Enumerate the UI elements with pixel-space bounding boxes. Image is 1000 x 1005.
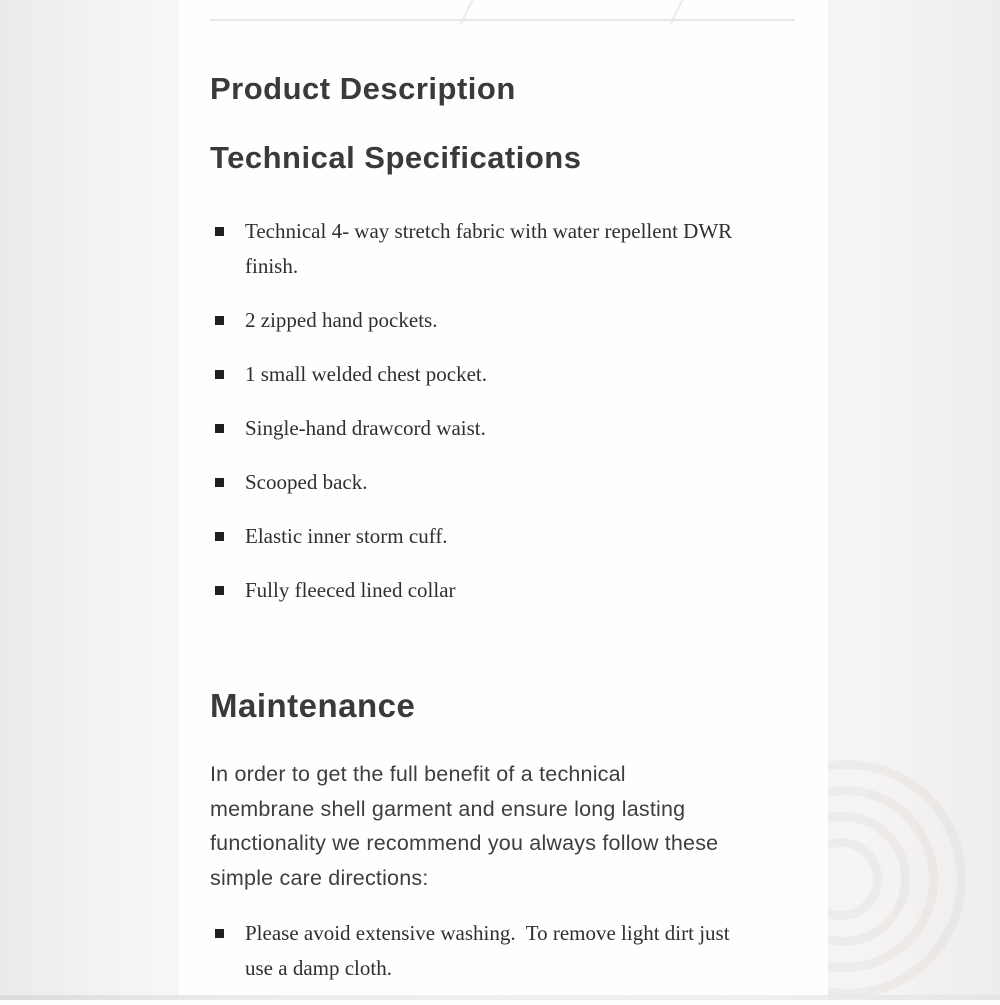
square-bullet-icon — [215, 227, 224, 236]
watermark-ripple-icon — [828, 760, 966, 998]
square-bullet-icon — [215, 586, 224, 595]
left-letterbox-panel — [0, 0, 178, 1000]
list-item-text: Technical 4- way stretch fabric with water repellent DWR — [245, 219, 733, 243]
list-item — [178, 573, 828, 608]
product-photo-edge-line — [460, 0, 475, 25]
technical-specifications-title: Technical Specifications — [210, 140, 582, 175]
square-bullet-icon — [215, 370, 224, 379]
square-bullet-icon — [215, 316, 224, 325]
list-item-text: Fully fleeced lined collar — [245, 578, 456, 602]
maintenance-title: Maintenance — [210, 687, 416, 724]
list-item-text: 2 zipped hand pockets. — [245, 308, 438, 332]
product-description-title: Product Description — [210, 71, 516, 106]
list-item-text: 1 small welded chest pocket. — [245, 362, 488, 386]
list-item — [178, 465, 828, 500]
list-item — [178, 916, 828, 986]
technical-specifications-list — [178, 214, 828, 627]
section-divider — [210, 19, 795, 21]
care-directions-list — [178, 916, 828, 1005]
square-bullet-icon — [215, 929, 224, 938]
bottom-edge-shadow — [0, 995, 1000, 1000]
square-bullet-icon — [215, 478, 224, 487]
list-item — [178, 411, 828, 446]
right-letterbox-panel — [828, 0, 1000, 1000]
list-item-text: Elastic inner storm cuff. — [245, 524, 448, 548]
paragraph-line: In order to get the full benefit of a technical — [210, 762, 626, 786]
paragraph-line: membrane shell garment and ensure long lasting — [210, 796, 686, 821]
list-item-text: finish. — [245, 254, 299, 278]
list-item-text: use a damp cloth. — [245, 956, 392, 980]
list-item-text: Single-hand drawcord waist. — [245, 416, 486, 440]
list-item — [178, 519, 828, 554]
square-bullet-icon — [215, 424, 224, 433]
list-item — [178, 214, 828, 284]
paragraph-line: simple care directions: — [210, 865, 429, 890]
list-item-text: Scooped back. — [245, 470, 368, 494]
list-item — [178, 357, 828, 392]
list-item — [178, 303, 828, 338]
paragraph-line: functionality we recommend you always follow these — [210, 831, 719, 855]
square-bullet-icon — [215, 532, 224, 541]
product-photo-edge-line — [670, 0, 685, 25]
maintenance-intro-paragraph — [210, 757, 810, 895]
product-page-content — [178, 0, 828, 1000]
list-item-text: Please avoid extensive washing. To remove light dirt just — [245, 921, 730, 945]
